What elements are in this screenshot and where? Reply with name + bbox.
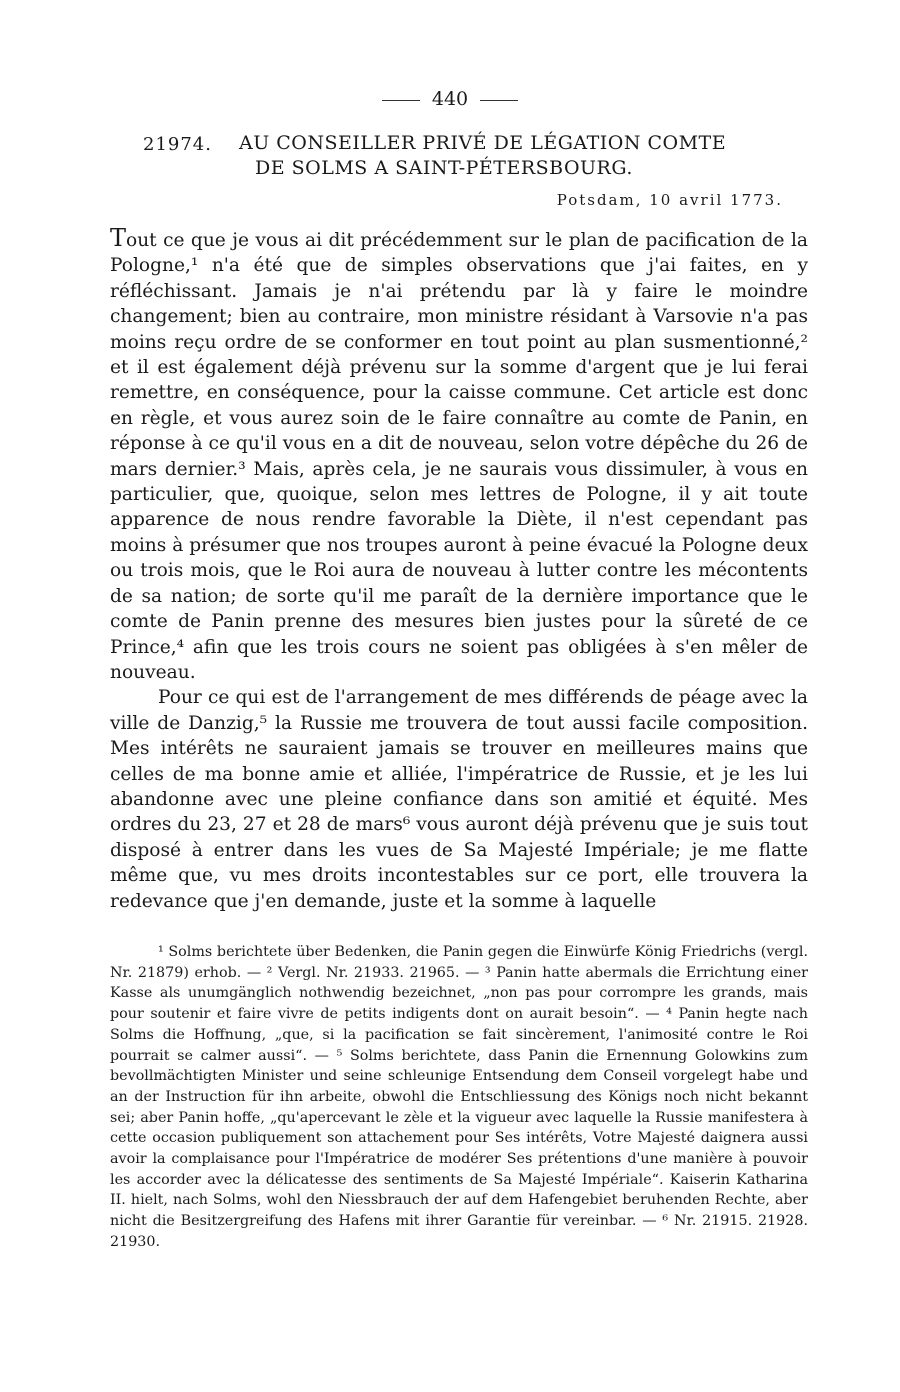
footnotes-text: ¹ Solms berichtete über Bedenken, die Panin gegen die Einwürfe König Friedrichs (vergl. Nr. 21879) erhob. — ² Vergl. Nr. 21933. 21965. — ³ Panin hatte abermals die Errichtung einer Kasse als unumgänglich nothwendig bezeichnet, „non pas pour corrompre les grands, mais pour soutenir et faire vivre de petits indigents dont on aurait besoin“. — ⁴ Panin hegte nach Solms die Hoffnung, „que, si la pacification se fait sincèrement, l'animosité contre le Roi pourrait se calmer aussi“. — ⁵ Solms berichtete, dass Panin die Ernennung Golowkins zum bevollmächtigten Minister und seine schleunige Entsendung dem Conseil vorgelegt habe und an der Instruction für ihn arbeite, obwohl die Entschliessung des Königs noch nicht bekannt sei; aber Panin hoffe, „qu'apercevant le zèle et la vigueur avec laquelle la Russie manifestera à cette occasion publiquement son attachement pour Ses intérêts, Votre Majesté daignera aussi avoir la complaisance pour l'Impératrice de modérer Ses prétentions d'une manière à pouvoir les accorder avec la délicatesse des sentiments de Sa Majesté Impériale“. Kaiserin Katharina II. hielt, nach Solms, wohl den Niessbrauch der auf dem Hafengebiet beruhenden Rechte, aber nicht die Besitzergreifung des Hafens mit ihrer Garantie für vereinbar. — ⁶ Nr. 21915. 21928. 21930.	[110, 944, 808, 1250]
letter-body	[110, 226, 808, 914]
dateline: Potsdam, 10 avril 1773.	[556, 191, 783, 209]
footnotes	[110, 942, 808, 1253]
drop-cap: T	[110, 224, 127, 252]
paragraph-1-text: out ce que je vous ai dit précédemment sur le plan de pacification de la Pologne,¹ n'a été que de simples observations que j'ai faites, en y réfléchissant. Jamais je n'ai prétendu par là y faire le moindre changement; bien au contraire, mon ministre résidant à Varsovie n'a pas moins reçu ordre de se conformer en tout point au plan susmentionné,² et il est également déjà prévenu sur la somme d'argent que je lui ferai remettre, en conséquence, pour la caisse commune. Cet article est donc en règle, et vous aurez soin de le faire connaître au comte de Panin, en réponse à ce qu'il vous en a dit de nouveau, selon votre dépêche du 26 de mars dernier.³ Mais, après cela, je ne saurais vous dissimuler, à vous en particulier, que, quoique, selon mes lettres de Pologne, il y ait toute apparence de nous rendre favorable la Diète, il n'est cependant pas moins à présumer que nos troupes auront à peine évacué la Pologne deux ou trois mois, que le Roi aura de nouveau à lutter contre les mécontents de sa nation; de sorte qu'il me paraît de la dernière importance que le comte de Panin prenne des mesures bien justes pour la sûreté de ce Prince,⁴ afin que les trois cours ne soient pas obligées à s'en mêler de nouveau.	[110, 230, 808, 683]
page-header	[0, 88, 900, 110]
header-rule-left	[382, 100, 420, 101]
letter-title-line-2: DE SOLMS A SAINT-PÉTERSBOURG.	[255, 157, 633, 179]
page-number: 440	[431, 88, 469, 110]
letter-number: 21974.	[143, 134, 212, 155]
paragraph-1	[110, 226, 808, 685]
header-rule-right	[480, 100, 518, 101]
letter-title-line-1: AU CONSEILLER PRIVÉ DE LÉGATION COMTE	[239, 132, 727, 154]
paragraph-2: Pour ce qui est de l'arrangement de mes différends de péage avec la ville de Danzig,⁵ la Russie me trouvera de tout aussi facile composition. Mes intérêts ne sauraient jamais se trouver en meilleures mains que celles de ma bonne amie et alliée, l'impératrice de Russie, et je les lui abandonne avec une pleine confiance dans son amitié et équité. Mes ordres du 23, 27 et 28 de mars⁶ vous auront déjà prévenu que je suis tout disposé à entrer dans les vues de Sa Majesté Impériale; je me flatte même que, vu mes droits incontestables sur ce port, elle trouvera la redevance que j'en demande, juste et la somme à laquelle	[110, 687, 808, 912]
